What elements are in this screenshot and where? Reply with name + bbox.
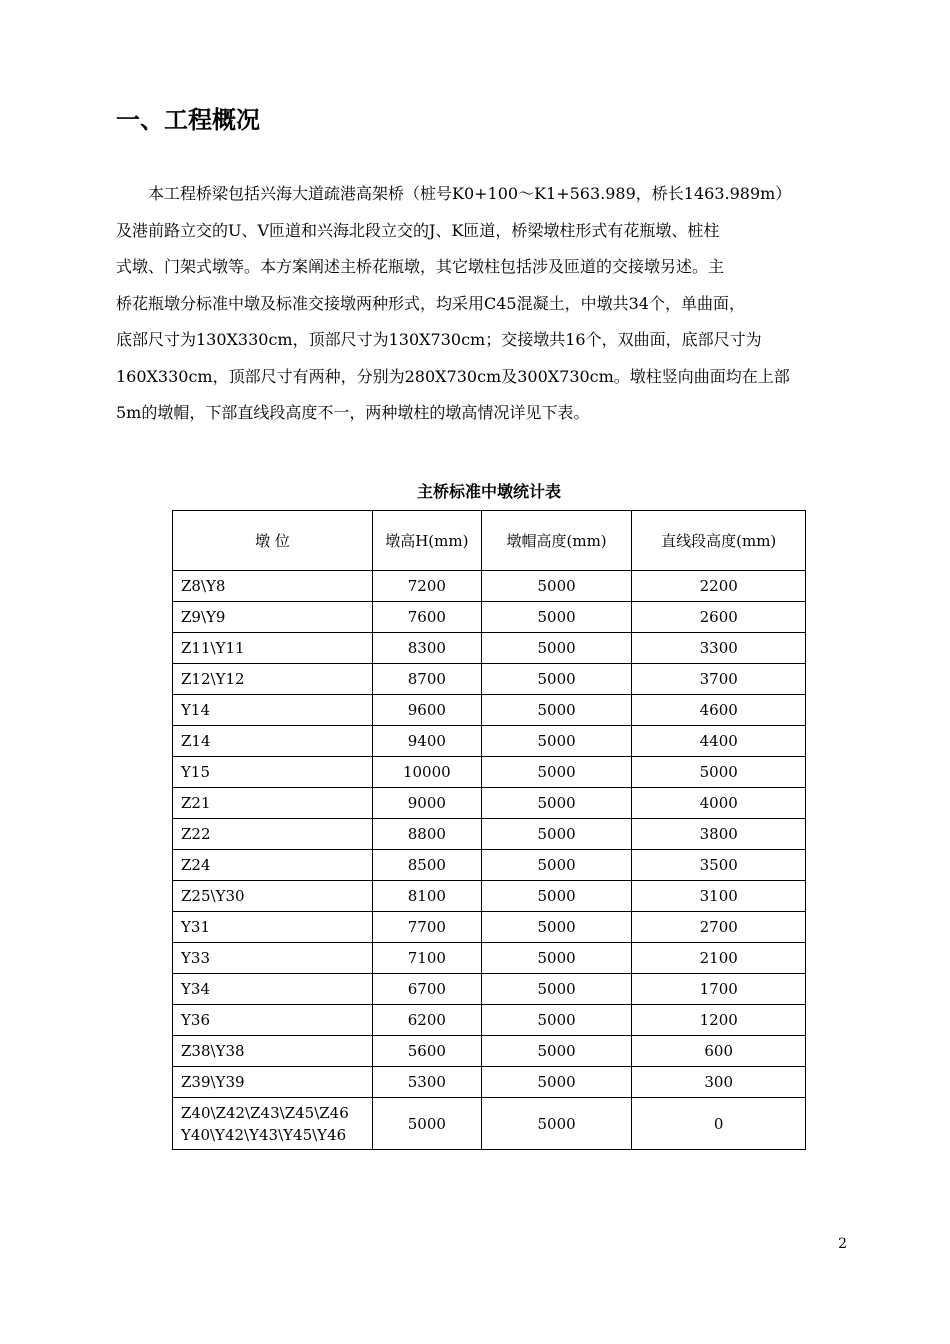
cell-position: Z22	[173, 819, 373, 850]
table-row	[173, 695, 806, 726]
cell-straight-height: 5000	[632, 757, 806, 788]
cell-straight-height: 3300	[632, 633, 806, 664]
page-number: 2	[838, 1236, 847, 1252]
cell-pier-height: 8100	[372, 881, 481, 912]
table-row	[173, 664, 806, 695]
table-row	[173, 633, 806, 664]
paragraph-line: 桥花瓶墩分标准中墩及标准交接墩两种形式，均采用C45混凝土，中墩共34个，单曲面，	[116, 293, 745, 313]
cell-cap-height: 5000	[481, 571, 632, 602]
table-row	[173, 726, 806, 757]
cell-position: Z11\Y11	[173, 633, 373, 664]
cell-pier-height: 8800	[372, 819, 481, 850]
cell-cap-height: 5000	[481, 695, 632, 726]
cell-straight-height: 1200	[632, 1005, 806, 1036]
cell-pier-height: 5600	[372, 1036, 481, 1067]
table-row	[173, 757, 806, 788]
cell-pier-height: 6700	[372, 974, 481, 1005]
cell-position: Z24	[173, 850, 373, 881]
cell-pier-height: 9000	[372, 788, 481, 819]
cell-cap-height: 5000	[481, 726, 632, 757]
cell-position: Z12\Y12	[173, 664, 373, 695]
cell-straight-height: 3700	[632, 664, 806, 695]
table-row	[173, 1005, 806, 1036]
paragraph-line: 本工程桥梁包括兴海大道疏港高架桥（桩号K0+100～K1+563.989，桥长1463.989m）	[116, 184, 792, 203]
cell-pier-height: 8700	[372, 664, 481, 695]
cell-cap-height: 5000	[481, 943, 632, 974]
paragraph-line: 式墩、门架式墩等。本方案阐述主桥花瓶墩，其它墩柱包括涉及匝道的交接墩另述。主	[116, 257, 725, 276]
table-row	[173, 1036, 806, 1067]
position-line-2: Y40\Y42\Y43\Y45\Y46	[181, 1125, 347, 1144]
cell-cap-height: 5000	[481, 602, 632, 633]
cell-position: Y31	[173, 912, 373, 943]
overview-paragraph	[116, 176, 856, 432]
cell-straight-height: 3500	[632, 850, 806, 881]
cell-straight-height: 2700	[632, 912, 806, 943]
cell-straight-height: 1700	[632, 974, 806, 1005]
table-row	[173, 788, 806, 819]
cell-cap-height: 5000	[481, 912, 632, 943]
cell-position: Y34	[173, 974, 373, 1005]
paragraph-line: 5m的墩帽，下部直线段高度不一，两种墩柱的墩高情况详见下表。	[116, 403, 590, 422]
cell-straight-height: 3100	[632, 881, 806, 912]
cell-cap-height: 5000	[481, 757, 632, 788]
cell-pier-height: 7600	[372, 602, 481, 633]
cell-position: Z38\Y38	[173, 1036, 373, 1067]
cell-straight-height: 2600	[632, 602, 806, 633]
cell-cap-height: 5000	[481, 974, 632, 1005]
header-position: 墩 位	[173, 511, 373, 571]
cell-pier-height: 8500	[372, 850, 481, 881]
cell-pier-height: 9400	[372, 726, 481, 757]
table-header-row	[173, 511, 806, 571]
cell-pier-height: 10000	[372, 757, 481, 788]
cell-pier-height: 9600	[372, 695, 481, 726]
table-row	[173, 1067, 806, 1098]
cell-cap-height: 5000	[481, 1036, 632, 1067]
cell-straight-height: 0	[632, 1098, 806, 1150]
table-row	[173, 571, 806, 602]
table-row-last	[173, 1098, 806, 1150]
cell-position: Y33	[173, 943, 373, 974]
table-row	[173, 912, 806, 943]
table-title: 主桥标准中墩统计表	[416, 482, 561, 501]
header-straight-height: 直线段高度(mm)	[632, 511, 806, 571]
table-row	[173, 943, 806, 974]
cell-cap-height: 5000	[481, 788, 632, 819]
cell-position: Y15	[173, 757, 373, 788]
cell-straight-height: 4400	[632, 726, 806, 757]
cell-straight-height: 4600	[632, 695, 806, 726]
cell-straight-height: 3800	[632, 819, 806, 850]
paragraph-line: 及港前路立交的U、V匝道和兴海北段立交的J、K匝道，桥梁墩柱形式有花瓶墩、桩柱	[116, 220, 720, 240]
cell-straight-height: 300	[632, 1067, 806, 1098]
position-line-1: Z40\Z42\Z43\Z45\Z46	[181, 1103, 349, 1122]
cell-position: Z25\Y30	[173, 881, 373, 912]
cell-position: Y36	[173, 1005, 373, 1036]
cell-straight-height: 4000	[632, 788, 806, 819]
table-row	[173, 881, 806, 912]
cell-cap-height: 5000	[481, 881, 632, 912]
cell-straight-height: 2100	[632, 943, 806, 974]
section-heading: 一、工程概况	[116, 106, 260, 134]
cell-position: Z8\Y8	[173, 571, 373, 602]
cell-pier-height: 8300	[372, 633, 481, 664]
cell-straight-height: 600	[632, 1036, 806, 1067]
cell-cap-height: 5000	[481, 1098, 632, 1150]
cell-position: Z14	[173, 726, 373, 757]
cell-pier-height: 6200	[372, 1005, 481, 1036]
cell-pier-height: 7100	[372, 943, 481, 974]
cell-position: Y14	[173, 695, 373, 726]
cell-cap-height: 5000	[481, 633, 632, 664]
cell-position	[173, 1098, 373, 1150]
table-row	[173, 819, 806, 850]
paragraph-line: 160X330cm，顶部尺寸有两种，分别为280X730cm及300X730cm。墩柱竖向曲面均在上部	[116, 366, 790, 386]
cell-cap-height: 5000	[481, 664, 632, 695]
cell-pier-height: 5300	[372, 1067, 481, 1098]
paragraph-line: 底部尺寸为130X330cm，顶部尺寸为130X730cm；交接墩共16个，双曲面，底部尺寸为	[116, 330, 762, 349]
header-cap-height: 墩帽高度(mm)	[481, 511, 632, 571]
pier-statistics-table	[172, 510, 806, 1150]
cell-pier-height: 7200	[372, 571, 481, 602]
cell-position: Z9\Y9	[173, 602, 373, 633]
cell-pier-height: 5000	[372, 1098, 481, 1150]
cell-cap-height: 5000	[481, 850, 632, 881]
table-row	[173, 850, 806, 881]
cell-cap-height: 5000	[481, 1005, 632, 1036]
cell-cap-height: 5000	[481, 819, 632, 850]
cell-pier-height: 7700	[372, 912, 481, 943]
cell-cap-height: 5000	[481, 1067, 632, 1098]
cell-position: Z21	[173, 788, 373, 819]
table-row	[173, 974, 806, 1005]
cell-straight-height: 2200	[632, 571, 806, 602]
table-row	[173, 602, 806, 633]
header-pier-height: 墩高H(mm)	[372, 511, 481, 571]
cell-position: Z39\Y39	[173, 1067, 373, 1098]
